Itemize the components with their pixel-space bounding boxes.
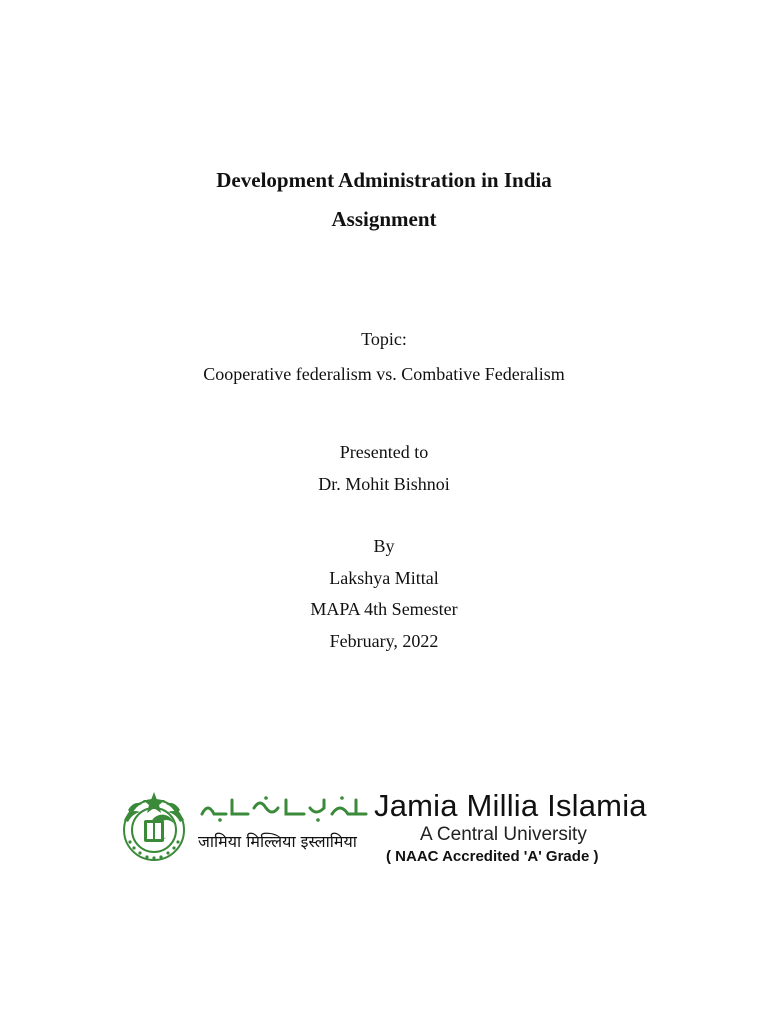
- university-logo-banner: [118, 786, 658, 878]
- accreditation-text: ( NAAC Accredited 'A' Grade ): [386, 848, 599, 865]
- topic-label: Topic:: [361, 329, 407, 349]
- date-text: February, 2022: [329, 631, 439, 651]
- university-name: Jamia Millia Islamia: [374, 788, 647, 823]
- university-subtitle: A Central University: [420, 824, 587, 845]
- university-emblem-icon: [118, 790, 190, 866]
- hindi-name-logotype: जामिया मिल्लिया इस्लामिया: [198, 832, 357, 851]
- presented-to-label: Presented to: [339, 442, 429, 462]
- author-name: Lakshya Mittal: [329, 568, 439, 588]
- program-text: MAPA 4th Semester: [310, 599, 458, 619]
- document-subtitle: Assignment: [331, 207, 437, 231]
- presented-to-name: Dr. Mohit Bishnoi: [318, 474, 450, 494]
- document-title: Development Administration in India: [216, 168, 552, 192]
- by-label: By: [373, 536, 395, 556]
- topic-text: Cooperative federalism vs. Combative Federalism: [203, 364, 565, 384]
- urdu-name-logotype: [196, 794, 372, 822]
